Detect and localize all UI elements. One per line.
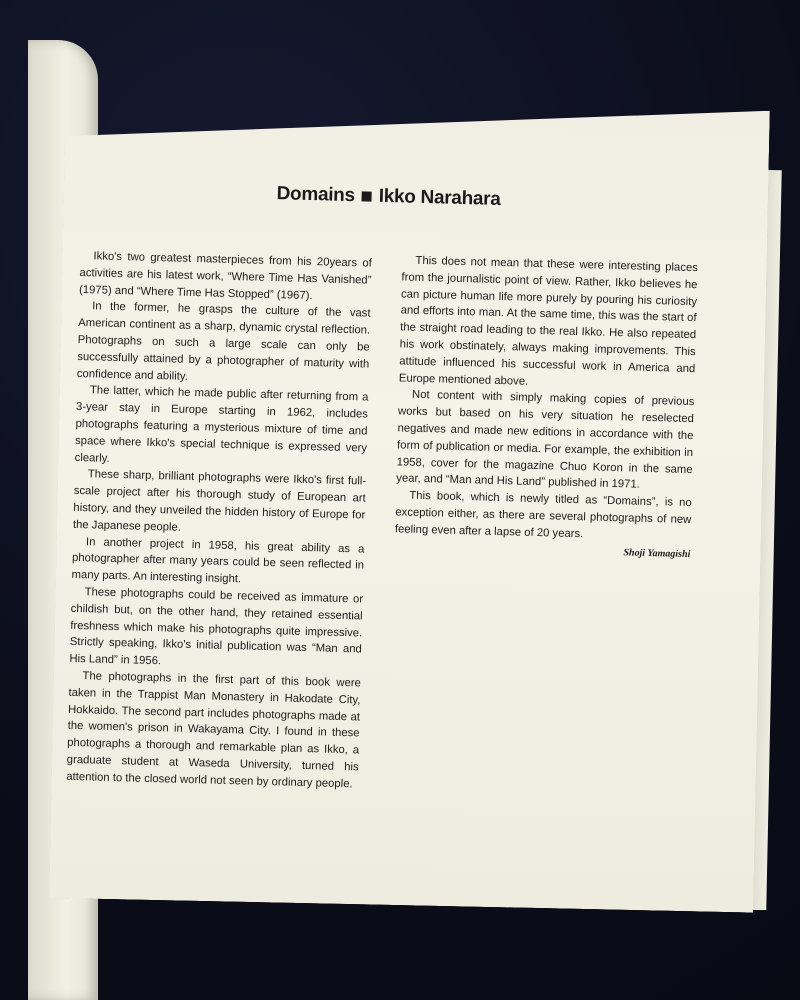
title-domains: Domains	[276, 183, 356, 207]
paragraph: In the former, he grasps the culture of the vast American continent as a sharp, dynamic crystal reflection. Photographs on such a large scale can only be successfully attained by a photographer of maturity with confidence and ability.	[76, 300, 371, 383]
right-column	[394, 252, 698, 563]
paragraph: Ikko's two greatest masterpieces from his 20years of activities are his latest work, “Where Time Has Vanished” (1975) and “Where Time Has Stopped” (1967).	[78, 250, 373, 302]
paragraph: In another project in 1958, his great ability as a photographer after many years could be seen reflected in many parts. An interesting insight.	[71, 535, 365, 586]
paragraph: The photographs in the first part of this book were taken in the Trappist Man Monastery in Hakodate City, Hokkaido. The second part includes photographs made at the women's prison in Wakayama City. I found in these photographs a thorough and remarkable plan as Ikko, a graduate student at Waseda University, turned his attention to the closed world not seen by ordinary people.	[66, 670, 362, 790]
page-title	[276, 183, 500, 211]
paragraph: Not content with simply making copies of previous works but based on his very situation he reselected negatives and made new editions in accordance with the form of publication or media. For example, the exhibition in 1958, cover for the magazine Chuo Koron in the same year, and “Man and His Land” published in 1971.	[396, 389, 695, 492]
square-bullet-icon	[362, 191, 372, 201]
paragraph: This book, which is newly titled as “Domains”, is no exception either, as there are several photographs of new feeling even after a lapse of 20 years.	[394, 489, 692, 540]
paragraph: These sharp, brilliant photographs were Ikko's first full-scale project after his thorough study of European art history, and they unveiled the hidden history of Europe for the Japanese people.	[72, 468, 367, 534]
left-column	[66, 248, 372, 793]
paragraph: These photographs could be received as immature or childish but, on the other hand, they retained essential freshness which make his photographs quite impressive. Strictly speaking, Ikko's initial publication was “Man and His Land” in 1956.	[69, 586, 364, 668]
page-content	[64, 178, 702, 894]
paragraph: The latter, which he made public after returning from a 3-year stay in Europe starting in 1962, includes photographs featuring a mysterious mixture of time and space where Ikko's special technique is expressed very clearly.	[74, 384, 369, 465]
title-author: Ikko Narahara	[378, 185, 501, 210]
paragraph: This does not mean that these were interesting places from the journalistic point of view. Rather, Ikko believes he can picture human life more purely by pouring his curiosity and efforts into man. At the same time, this was the start of the straight road leading to the real Ikko. He also repeated his work obstinately, always making improvements. This attitude influenced his successful work in America and Europe mentioned above.	[398, 254, 699, 388]
author-signature: Shoji Yamagishi	[623, 546, 691, 560]
